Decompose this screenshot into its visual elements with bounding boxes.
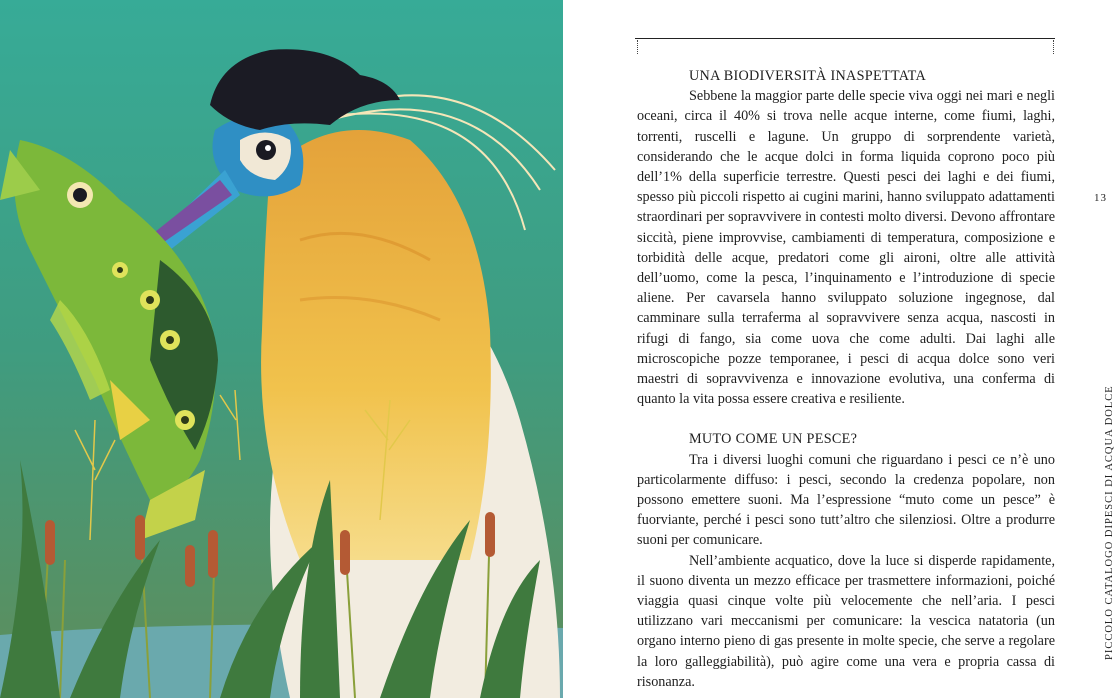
right-page xyxy=(563,0,1120,698)
body-text xyxy=(637,66,1055,692)
page-number: 13 xyxy=(1094,192,1107,204)
paragraph: Tra i diversi luoghi comuni che riguardano i pesci ce n’è uno particolarmente diffuso: i pesci, secondo la credenza popolare, non possono emettere suoni. Ma l’espressione “muto come un pesce” è fuorviante, perché i pesci sono tutt’altro che silenziosi. Oltre a produrre suoni per comunicare. xyxy=(637,451,1055,549)
section-heading: MUTO COME UN PESCE? xyxy=(689,431,858,448)
left-rule-tick xyxy=(637,40,639,54)
paragraph: Sebbene la maggior parte delle specie viva oggi nei mari e negli oceani, circa il 40% si trova nelle acque interne, come fiumi, laghi, torrenti, ruscelli e lagune. Un gruppo di sorprendente varietà, considerando che le acque dolci in forma liquida coprono poco più dell’1% della superficie terrestre. Questi pesci dei laghi e dei fiumi, spesso più piccoli rispetto ai cugini marini, hanno sviluppato adattamenti straordinari per sopravvivere in contesti molto diversi. Devono affrontare siccità, piene improvvise, cambiamenti di temperatura, composizione e torbidità delle acque, predatori come gli aironi, oltre alle attività dell’uomo, come la pesca, l’inquinamento e l’introduzione di specie aliene. Per cavarsela hanno sviluppato soluzione ingegnose, dal camminare sulla terraferma al sopravvivere senza acqua, nascosti in rifugi di fango, sia come uova che come adulti. Dai laghi alle microscopiche pozze temporanee, i pesci di acqua dolce sono veri maestri di sopravvivenza e innovazione evolutiva, una conferma di quanto la vita possa essere creativa e resiliente. xyxy=(637,88,1055,408)
section-heading: UNA BIODIVERSITÀ INASPETTATA xyxy=(689,68,927,84)
paragraph: Nell’ambiente acquatico, dove la luce si disperde rapidamente, il suono diventa un mezzo efficace per trasmettere informazioni, poiché viaggia quasi cinque volte più velocemente che nell’aria. I pesci utilizzano vari meccanismi per comunicare: la vescica natatoria (un organo interno pieno di gas presente in molte specie, che serve a regolare la loro galleggiabilità), può agire come una vera e propria cassa di risonanza. xyxy=(637,552,1055,690)
right-rule-tick xyxy=(1053,40,1055,54)
top-rule xyxy=(635,38,1055,39)
running-title: PICCOLO CATALOGO DIPESCI DI ACQUA DOLCE xyxy=(1104,385,1115,660)
